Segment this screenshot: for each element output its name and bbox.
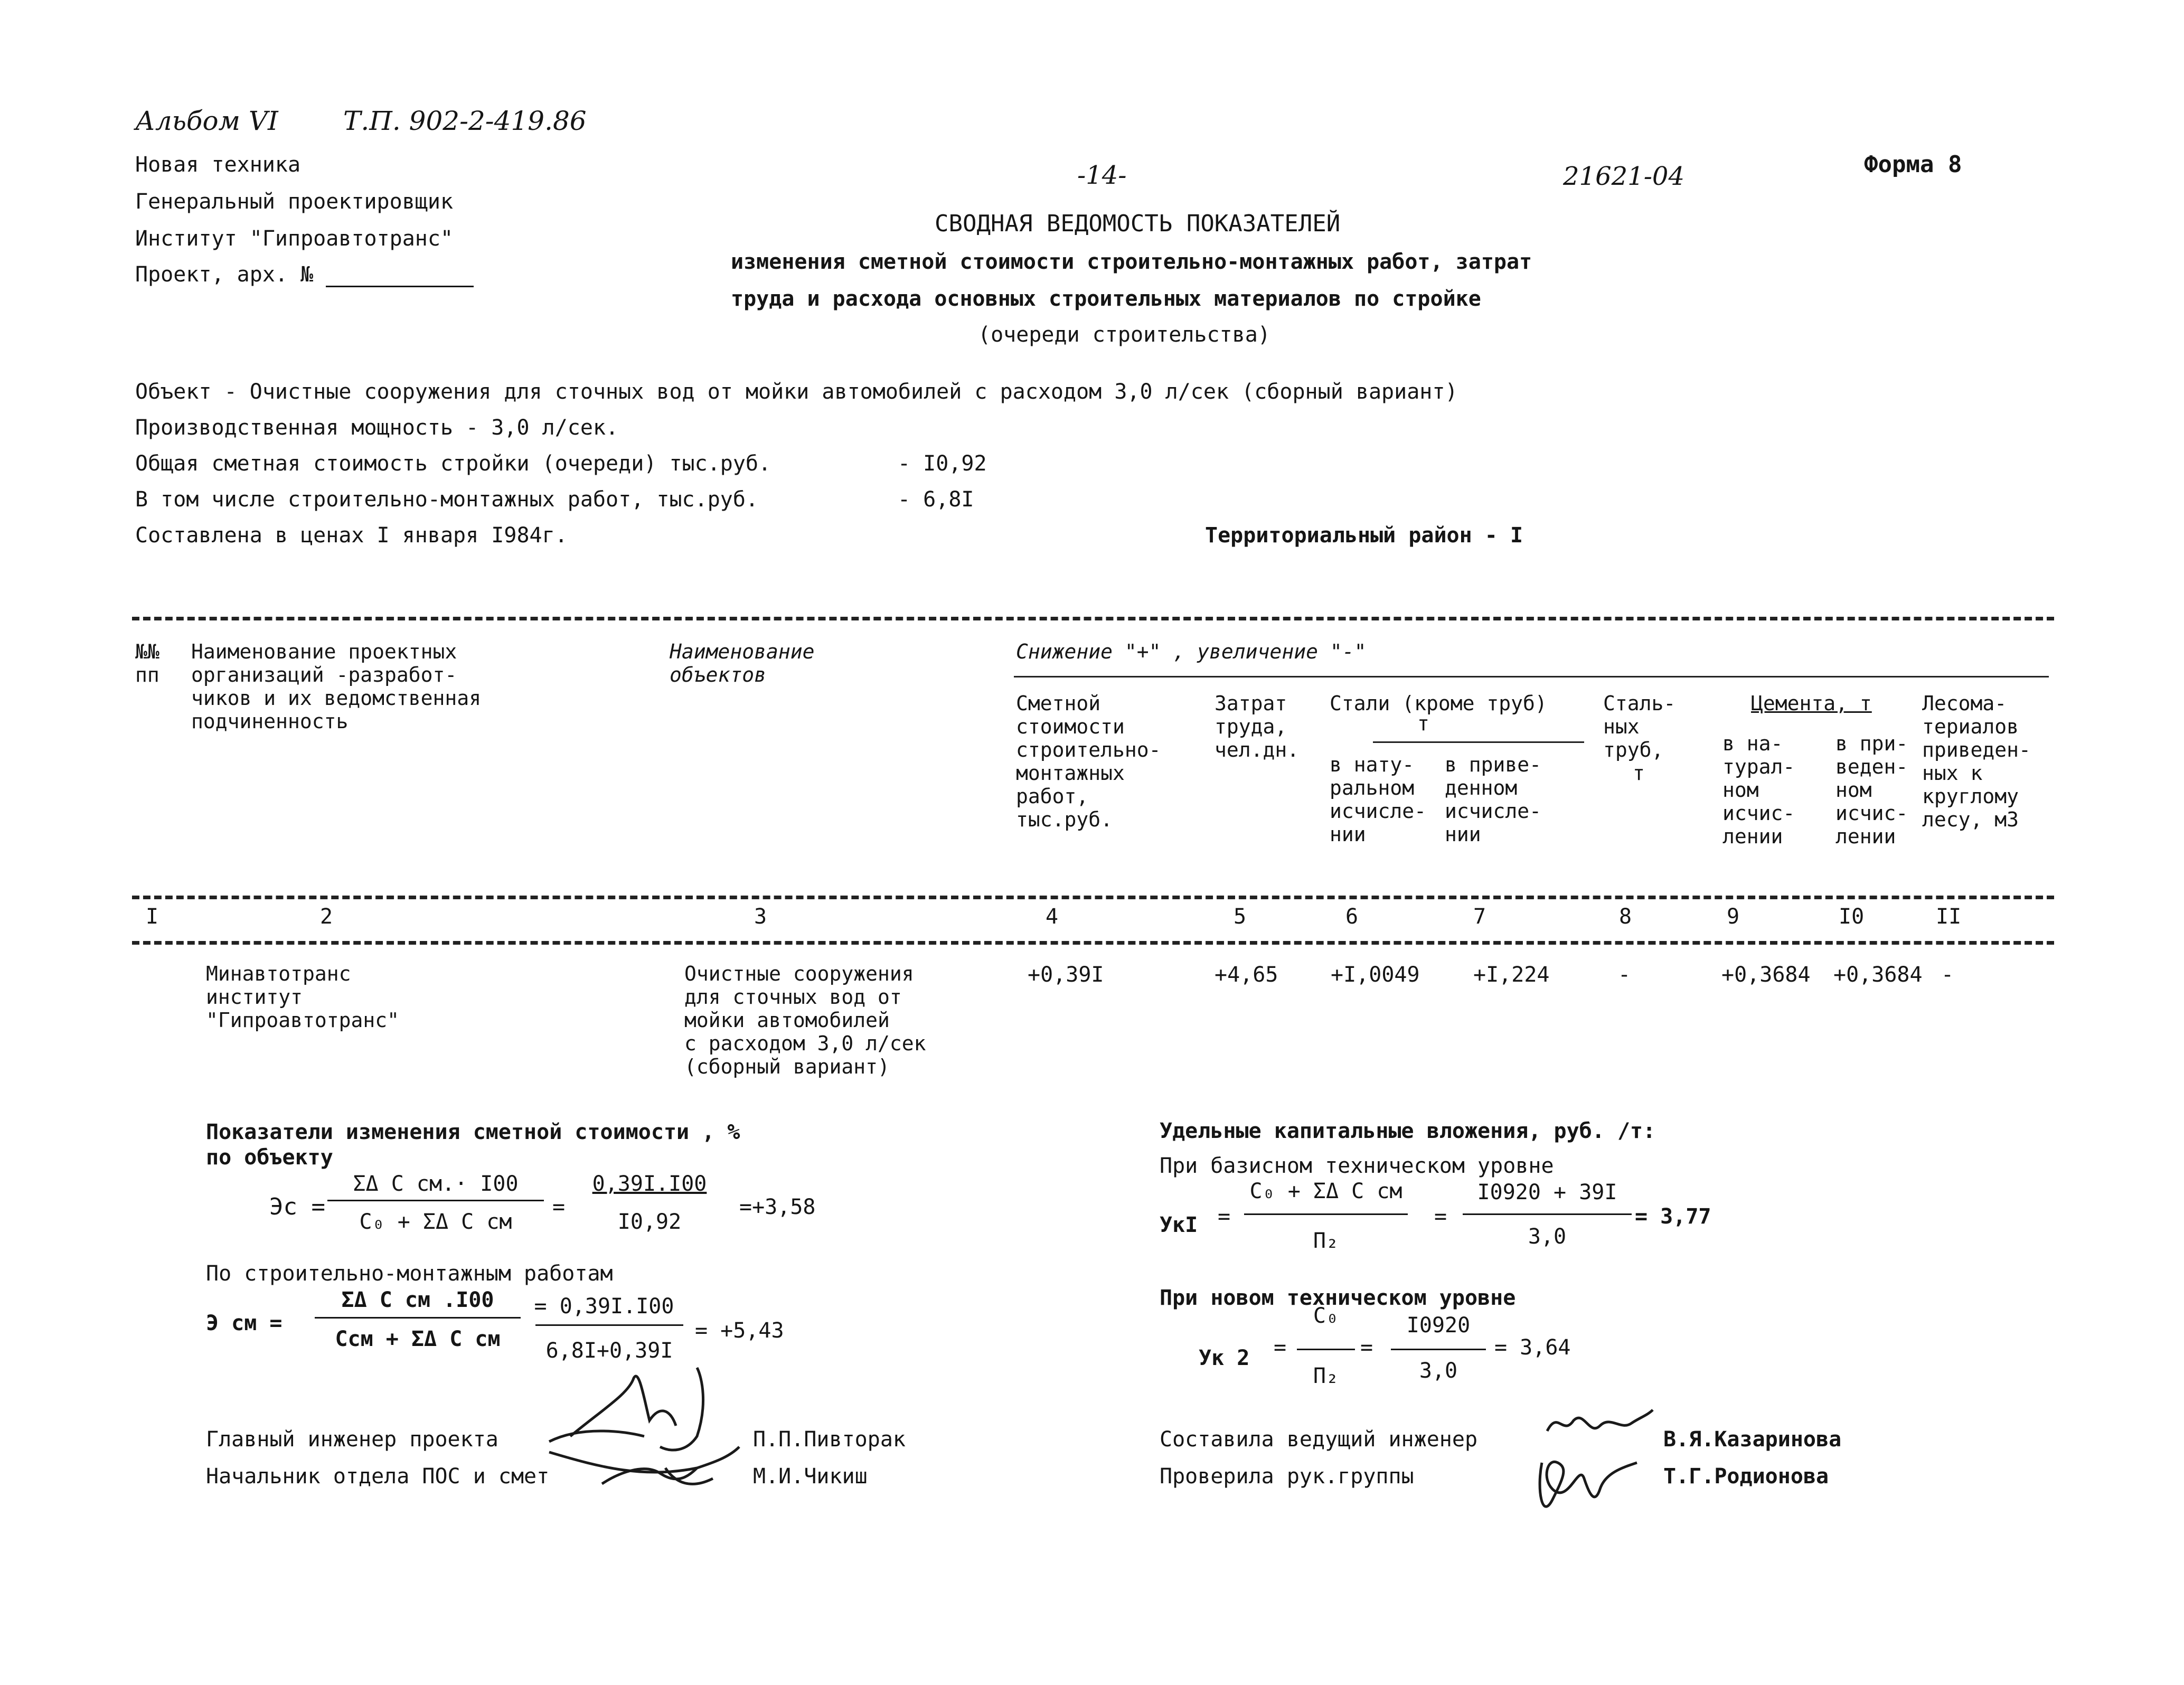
row-value-8: - — [1618, 963, 1631, 987]
h4-l5: работ, — [1016, 785, 1089, 808]
total-cost-value: - I0,92 — [898, 451, 987, 476]
h10-l2: веден- — [1835, 755, 1908, 778]
row-value-10: +0,3684 — [1833, 963, 1923, 987]
document-code: 21621-04 — [1563, 162, 1684, 191]
row-obj-l2: для сточных вод от — [684, 985, 902, 1009]
smr-cost-value: - 6,8I — [898, 487, 974, 512]
left-formula-title-2: по объекту — [206, 1145, 333, 1170]
title-line-2: изменения сметной стоимости строительно-монтажных работ, затрат — [731, 250, 1532, 274]
header-col5 — [1215, 692, 1299, 761]
h11-l1: Лесома- — [1922, 692, 2007, 715]
h11-l2: териалов — [1922, 715, 2019, 738]
h7-l3: исчисле- — [1445, 799, 1542, 823]
h10-l4: исчис- — [1835, 802, 1908, 825]
header-num — [135, 640, 159, 686]
col-number-9: 9 — [1727, 905, 1740, 929]
dept-head-label: Начальник отдела ПОС и смет — [206, 1464, 550, 1489]
h7-l4: нии — [1445, 823, 1481, 846]
production-capacity: Производственная мощность - 3,0 л/сек. — [135, 416, 619, 440]
uk2-equals-2: = — [1360, 1335, 1373, 1360]
col-number-6: 6 — [1345, 905, 1359, 929]
esm-value-bar — [535, 1324, 683, 1326]
ec-result: =+3,58 — [739, 1195, 816, 1219]
project-archive-label: Проект, арх. № — [135, 262, 314, 287]
header-col11 — [1922, 692, 2031, 831]
chief-engineer-name: П.П.Пивторак — [753, 1427, 906, 1452]
compiled-by-name: В.Я.Казаринова — [1663, 1427, 1842, 1452]
total-cost-label: Общая сметная стоимость стройки (очереди) тыс.руб. — [135, 451, 771, 476]
org-line-3: Институт "Гипроавтотранс" — [135, 227, 454, 251]
row-obj-l3: мойки автомобилей — [684, 1009, 890, 1032]
col-number-1: I — [146, 905, 159, 929]
h9-l3: ном — [1722, 778, 1759, 802]
header-org-line-2: организаций -разработ- — [191, 663, 457, 686]
h6-l2: ральном — [1330, 776, 1415, 799]
header-col7 — [1445, 753, 1541, 846]
row-obj-l5: (сборный вариант) — [684, 1055, 890, 1078]
header-obj-line-1: Наименование — [670, 640, 815, 663]
new-level-title: При новом техническом уровне — [1160, 1286, 1516, 1310]
col-number-3: 3 — [754, 905, 767, 929]
header-col10 — [1835, 732, 1908, 848]
signature-chief-engineer — [539, 1347, 760, 1505]
col-number-11: II — [1936, 905, 1962, 929]
title-line-1: СВОДНАЯ ВЕДОМОСТЬ ПОКАЗАТЕЛЕЙ — [935, 210, 1341, 237]
row-org-l2: институт — [206, 985, 303, 1009]
project-archive-blank — [326, 267, 474, 287]
row-object — [684, 962, 926, 1078]
compiled-by-label: Составила ведущий инженер — [1160, 1427, 1478, 1452]
ec-label: Эс = — [269, 1193, 325, 1220]
uk1-numerator-value: I0920 + 39I — [1477, 1180, 1617, 1204]
uk2-numerator: С₀ — [1313, 1304, 1339, 1328]
ec-equals: = — [552, 1195, 566, 1219]
uk1-equals-2: = — [1434, 1204, 1447, 1229]
h11-l6: лесу, м3 — [1922, 808, 2019, 831]
header-steel-unit: т — [1417, 712, 1429, 735]
header-objects — [670, 640, 815, 686]
h9-l2: турал- — [1722, 755, 1795, 778]
ec-denominator-value: I0,92 — [617, 1210, 682, 1234]
col-number-7: 7 — [1473, 905, 1486, 929]
object-description: Объект - Очистные сооружения для сточных вод от мойки автомобилей с расходом 3,0 л/сек (сборный вариант) — [135, 380, 1458, 404]
h8-l1: Сталь- — [1603, 692, 1676, 715]
h8-l3: труб, — [1603, 738, 1664, 761]
row-org-l3: "Гипроавтотранс" — [206, 1009, 400, 1032]
h8-l4: т — [1633, 761, 1645, 785]
title-line-3: труда и расхода основных строительных материалов по стройке — [731, 287, 1481, 311]
h5-l2: труда, — [1215, 715, 1287, 738]
page-number: -14- — [1077, 161, 1127, 190]
right-formula-title: Удельные капитальные вложения, руб. /т: — [1160, 1119, 1656, 1143]
esm-label: Э см = — [206, 1311, 283, 1335]
uk1-denominator: П₂ — [1313, 1229, 1339, 1253]
row-value-11: - — [1941, 963, 1954, 987]
header-num-line-1: №№ — [135, 640, 159, 663]
uk2-label: Ук 2 — [1199, 1346, 1250, 1370]
header-num-line-2: пп — [135, 663, 159, 686]
h4-l4: монтажных — [1016, 761, 1125, 785]
uk1-numerator: С₀ + ΣΔ С см — [1249, 1179, 1402, 1203]
h7-l1: в приве- — [1445, 753, 1542, 776]
uk1-label: УкI — [1160, 1213, 1198, 1237]
album-label: Альбом VI — [135, 106, 278, 136]
h4-l6: тыс.руб. — [1016, 808, 1113, 831]
ec-numerator: ΣΔ С см.· I00 — [353, 1172, 519, 1196]
header-org-line-3: чиков и их ведомственная — [191, 686, 482, 710]
chief-engineer-label: Главный инженер проекта — [206, 1427, 498, 1452]
h9-l5: лении — [1722, 825, 1783, 848]
row-org-l1: Минавтотранс — [206, 962, 351, 985]
col-number-8: 8 — [1619, 905, 1632, 929]
row-obj-l4: с расходом 3,0 л/сек — [684, 1032, 926, 1055]
esm-numerator: ΣΔ С см .I00 — [341, 1288, 494, 1312]
h9-l1: в на- — [1722, 732, 1783, 755]
esm-result: = +5,43 — [695, 1319, 784, 1343]
uk1-result: = 3,77 — [1635, 1204, 1711, 1229]
row-value-4: +0,39I — [1028, 963, 1104, 987]
left-formula-title-1: Показатели изменения сметной стоимости , % — [206, 1120, 740, 1144]
checked-by-label: Проверила рук.группы — [1160, 1464, 1414, 1489]
header-org-line-4: подчиненность — [191, 710, 349, 733]
h10-l3: ном — [1835, 778, 1872, 802]
title-line-4: (очереди строительства) — [978, 323, 1270, 347]
row-value-6: +I,0049 — [1331, 963, 1420, 987]
row-value-5: +4,65 — [1215, 963, 1278, 987]
header-change-group: Снижение "+" , увеличение "-" — [1016, 640, 1367, 663]
h5-l1: Затрат — [1215, 692, 1287, 715]
header-col4 — [1016, 692, 1161, 831]
header-cement: Цемента, т — [1751, 692, 1872, 715]
h4-l1: Сметной — [1016, 692, 1101, 715]
h4-l2: стоимости — [1016, 715, 1125, 738]
esm-denominator: Ссм + ΣΔ С см — [335, 1327, 501, 1351]
signature-checker — [1531, 1447, 1658, 1526]
col-number-5: 5 — [1234, 905, 1247, 929]
uk2-result: = 3,64 — [1494, 1335, 1571, 1360]
row-obj-l1: Очистные сооружения — [684, 962, 914, 985]
h4-l3: строительно- — [1016, 738, 1161, 761]
ec-denominator: С₀ + ΣΔ С см — [359, 1210, 512, 1234]
ec-fraction-bar — [327, 1200, 544, 1201]
org-line-2: Генеральный проектировщик — [135, 190, 454, 214]
header-obj-line-2: объектов — [670, 663, 767, 686]
uk2-denominator-value: 3,0 — [1419, 1359, 1458, 1383]
header-col8 — [1603, 692, 1675, 785]
tp-number: Т.П. 902-2-419.86 — [343, 106, 587, 136]
h5-l3: чел.дн. — [1215, 738, 1300, 761]
form-number: Форма 8 — [1864, 151, 1962, 178]
basic-level-title: При базисном техническом уровне — [1160, 1154, 1554, 1178]
header-steel: Стали (кроме труб) — [1330, 692, 1547, 715]
project-archive — [135, 262, 474, 287]
uk2-denominator: П₂ — [1313, 1364, 1339, 1388]
h9-l4: исчис- — [1722, 802, 1795, 825]
table-top-rule — [132, 617, 2054, 620]
header-col9 — [1722, 732, 1795, 848]
territorial-region: Территориальный район - I — [1205, 523, 1523, 548]
uk2-numerator-value: I0920 — [1406, 1313, 1471, 1338]
row-value-9: +0,3684 — [1721, 963, 1811, 987]
h6-l4: нии — [1330, 823, 1366, 846]
header-organizations — [191, 640, 481, 733]
numbers-bottom-rule — [132, 941, 2054, 945]
esm-numerator-value: = 0,39I.I00 — [534, 1294, 674, 1319]
h10-l1: в при- — [1835, 732, 1908, 755]
signature-compiler — [1542, 1405, 1658, 1447]
uk2-fraction-bar — [1297, 1349, 1355, 1350]
row-organization — [206, 962, 399, 1032]
h11-l4: ных к — [1922, 761, 1983, 785]
header-col6 — [1330, 753, 1426, 846]
h10-l5: лении — [1835, 825, 1896, 848]
col-number-4: 4 — [1046, 905, 1059, 929]
uk1-denominator-value: 3,0 — [1528, 1225, 1567, 1249]
esm-fraction-bar — [315, 1317, 521, 1319]
smr-cost-label: В том числе строительно-монтажных работ, тыс.руб. — [135, 487, 759, 512]
h7-l2: денном — [1445, 776, 1518, 799]
uk1-fraction-bar — [1244, 1213, 1408, 1215]
h11-l3: приведен- — [1922, 738, 2031, 761]
steel-rule — [1373, 741, 1584, 743]
group-rule — [1014, 676, 2049, 677]
checked-by-name: Т.Г.Родионова — [1663, 1464, 1829, 1489]
org-line-1: Новая техника — [135, 153, 301, 177]
col-number-10: I0 — [1839, 905, 1865, 929]
col-number-2: 2 — [320, 905, 333, 929]
h8-l2: ных — [1603, 715, 1640, 738]
header-org-line-1: Наименование проектных — [191, 640, 457, 663]
uk2-value-bar — [1391, 1349, 1486, 1350]
uk1-equals: = — [1218, 1204, 1231, 1229]
ec-numerator-value: 0,39I.I00 — [592, 1172, 707, 1196]
h11-l5: круглому — [1922, 785, 2019, 808]
row-value-7: +I,224 — [1473, 963, 1550, 987]
prices-date: Составлена в ценах I января I984г. — [135, 523, 568, 548]
header-bottom-rule — [132, 896, 2054, 899]
uk1-value-bar — [1463, 1213, 1632, 1215]
smr-formula-title: По строительно-монтажным работам — [206, 1262, 613, 1286]
dept-head-name: М.И.Чикиш — [753, 1464, 868, 1489]
esm-denominator-value: 6,8I+0,39I — [545, 1339, 673, 1363]
uk2-equals: = — [1274, 1335, 1287, 1360]
h6-l3: исчисле- — [1330, 799, 1427, 823]
h6-l1: в нату- — [1330, 753, 1415, 776]
